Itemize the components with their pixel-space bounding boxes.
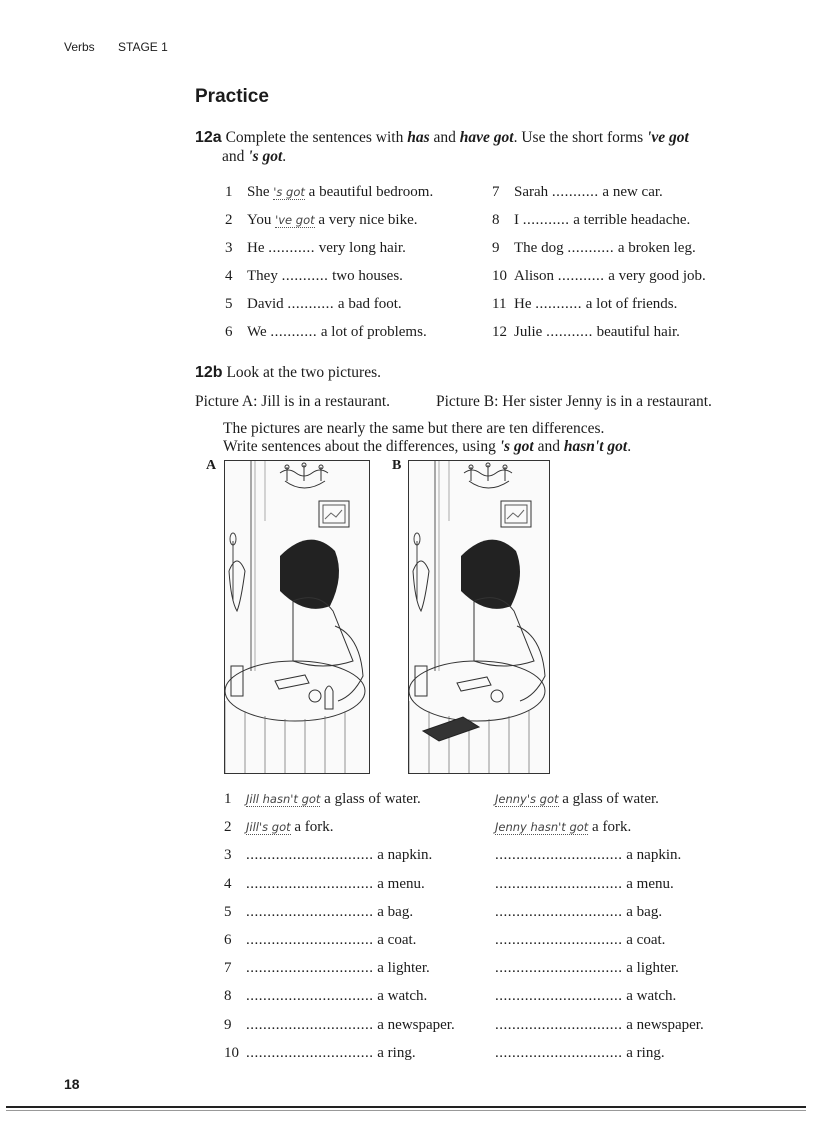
left-object: a ring. [377,1044,416,1061]
row-number: 7 [224,960,232,977]
left-object: a glass of water. [324,791,421,807]
footer-rule-thin [6,1110,806,1111]
answer-blank[interactable]: 's got [273,185,305,199]
left-answer-blank[interactable]: .............................. [246,875,374,892]
item-subject: Julie [514,324,547,340]
restaurant-scene-b [409,461,549,773]
ex12a-instruction [195,128,755,166]
item-object: two houses. [328,268,403,284]
sentence-item [225,324,427,341]
left-answer-blank[interactable]: .............................. [246,988,374,1005]
ex12a-kw-has: has [407,129,430,146]
left-answer-blank[interactable]: .............................. [246,960,374,977]
right-object: a glass of water. [562,791,659,807]
ex12b-line2-text-3: . [627,438,632,455]
left-answer-blank[interactable]: Jill hasn't got [246,792,321,806]
right-answer-blank[interactable]: .............................. [495,960,623,977]
picture-a-label: A [206,458,217,473]
item-object: a very nice bike. [314,212,418,228]
difference-row-right [495,960,679,977]
item-object: very long hair. [315,240,406,256]
running-header-stage: STAGE 1 [118,40,168,54]
item-number: 1 [225,184,233,200]
answer-blank[interactable]: ........... [268,240,315,256]
sentence-item [225,296,402,313]
item-object: a bad foot. [334,296,402,312]
right-answer-blank[interactable]: Jenny hasn't got [495,820,589,835]
difference-row-right [495,1045,665,1062]
page-number: 18 [64,1076,80,1092]
sentence-item [492,212,690,229]
difference-row-right [495,904,662,921]
sentence-item [492,184,663,201]
sentence-item [492,240,696,257]
item-subject: I [514,212,523,228]
right-answer-blank[interactable]: .............................. [495,847,623,864]
item-subject: David [247,296,288,312]
ex12b-line1: The pictures are nearly the same but there are ten differences. [223,420,605,437]
item-object: a lot of problems. [317,324,427,340]
answer-blank[interactable]: 've got [275,213,315,227]
right-object: a ring. [626,1044,665,1061]
answer-blank[interactable]: ........... [551,184,599,200]
ex12a-number: 12a [195,129,222,146]
left-answer-blank[interactable]: .............................. [246,1016,374,1033]
row-number: 6 [224,932,232,948]
difference-row [224,904,413,921]
ex12a-kw-ve-got: 've got [647,129,689,146]
left-object: a lighter. [377,960,430,977]
ex12b-line2 [223,437,631,456]
ex12a-text-2: and [429,129,460,146]
difference-row-right [495,876,674,893]
difference-row-right [495,988,676,1005]
difference-row [224,1045,416,1062]
difference-row [224,932,416,949]
item-number: 10 [492,268,507,284]
answer-blank[interactable]: ........... [567,240,615,256]
ex12a-kw-s-got: 's got [248,148,283,165]
right-answer-blank[interactable]: .............................. [495,988,623,1005]
ex12b-kw-s-got: 's got [499,438,534,455]
running-header-section: Verbs [64,40,95,54]
item-subject: We [247,324,271,340]
ex12b-kw-hasnt-got: hasn't got [563,438,628,455]
row-number: 5 [224,903,232,920]
ex12a-text-5: . [282,148,287,165]
ex12b-heading [195,363,381,382]
item-subject: He [247,240,269,256]
ex12b-instruction: Look at the two pictures. [226,364,381,381]
row-number: 10 [224,1044,239,1061]
left-object: a watch. [377,988,428,1005]
picture-a-illustration [224,460,370,774]
ex12b-number: 12b [195,364,223,381]
row-number: 3 [224,847,232,864]
right-object: a menu. [626,875,674,892]
right-object: a coat. [626,932,666,948]
sentence-item [225,268,403,285]
row-number: 8 [224,988,232,1005]
left-object: a menu. [377,875,425,892]
item-subject: They [247,268,282,284]
picture-b-description: Picture B: Her sister Jenny is in a restaurant. [436,393,712,410]
left-object: a coat. [377,932,417,948]
difference-row-right [495,791,659,808]
item-object: a broken leg. [614,240,696,256]
item-object: a lot of friends. [582,296,678,312]
right-answer-blank[interactable]: .............................. [495,1044,623,1061]
right-answer-blank[interactable]: .............................. [495,875,623,892]
left-answer-blank[interactable]: Jill's got [246,820,291,835]
ex12a-text-3: . Use the short forms [513,129,648,146]
item-number: 12 [492,324,507,340]
item-number: 9 [492,240,500,256]
ex12b-line2-text-2: and [533,438,564,455]
item-subject: Alison [514,268,558,284]
difference-row [224,988,427,1005]
right-answer-blank[interactable]: Jenny's got [495,792,559,806]
picture-b-illustration [408,460,550,774]
ex12a-text-4: and [222,148,249,165]
right-answer-blank[interactable]: .............................. [495,1016,623,1033]
right-object: a napkin. [626,847,682,864]
left-object: a newspaper. [377,1016,455,1033]
answer-blank[interactable]: ........... [535,296,582,312]
item-number: 6 [225,324,233,340]
item-number: 3 [225,240,233,256]
left-answer-blank[interactable]: .............................. [246,903,374,920]
difference-row-right [495,932,665,949]
item-number: 11 [492,296,507,312]
item-object: a beautiful bedroom. [304,184,434,200]
difference-row [224,1017,455,1034]
difference-row-right [495,847,681,864]
row-number: 9 [224,1016,232,1033]
right-object: a fork. [592,819,632,836]
item-object: a very good job. [604,268,706,284]
item-object: a new car. [598,184,663,200]
difference-row-right [495,1017,704,1034]
answer-blank[interactable]: ........... [546,324,593,340]
ex12b-line2-text-1: Write sentences about the differences, using [223,438,500,455]
item-number: 8 [492,212,500,228]
answer-blank[interactable]: ........... [557,268,605,284]
difference-row [224,847,432,864]
right-object: a bag. [626,903,663,920]
row-number: 1 [224,791,232,807]
sentence-item [492,268,706,285]
answer-blank[interactable]: ........... [522,212,570,228]
page-title: Practice [195,86,269,107]
right-answer-blank[interactable]: .............................. [495,932,623,948]
left-answer-blank[interactable]: .............................. [246,1044,374,1061]
item-object: beautiful hair. [592,324,680,340]
right-object: a lighter. [626,960,679,977]
difference-row [224,876,425,893]
answer-blank[interactable]: ........... [270,324,318,340]
difference-row-right [495,819,631,836]
right-answer-blank[interactable]: .............................. [495,903,623,920]
picture-b-label: B [392,458,402,473]
item-subject: The dog [514,240,568,256]
item-subject: He [514,296,536,312]
ex12a-text-1: Complete the sentences with [225,129,408,146]
left-object: a napkin. [377,847,433,864]
sentence-item [225,240,406,257]
sentence-item [225,212,418,229]
item-number: 7 [492,184,500,200]
left-object: a bag. [377,903,414,920]
difference-row [224,819,334,836]
item-subject: Sarah [514,184,552,200]
restaurant-scene-a [225,461,369,773]
row-number: 2 [224,819,232,836]
left-answer-blank[interactable]: .............................. [246,847,374,864]
item-subject: She [247,184,274,200]
sentence-item [492,324,680,341]
item-subject: You [247,212,276,228]
difference-row [224,791,421,808]
answer-blank[interactable]: ........... [287,296,335,312]
item-number: 4 [225,268,233,284]
left-answer-blank[interactable]: .............................. [246,932,374,948]
difference-row [224,960,430,977]
sentence-item [492,296,677,313]
sentence-item [225,184,433,201]
item-number: 2 [225,212,233,228]
right-object: a watch. [626,988,677,1005]
footer-rule [6,1106,806,1108]
item-object: a terrible headache. [569,212,691,228]
answer-blank[interactable]: ........... [281,268,329,284]
ex12a-kw-have-got: have got [459,129,514,146]
picture-a-description: Picture A: Jill is in a restaurant. [195,393,391,410]
item-number: 5 [225,296,233,312]
right-object: a newspaper. [626,1016,704,1033]
left-object: a fork. [294,819,334,836]
row-number: 4 [224,875,232,892]
